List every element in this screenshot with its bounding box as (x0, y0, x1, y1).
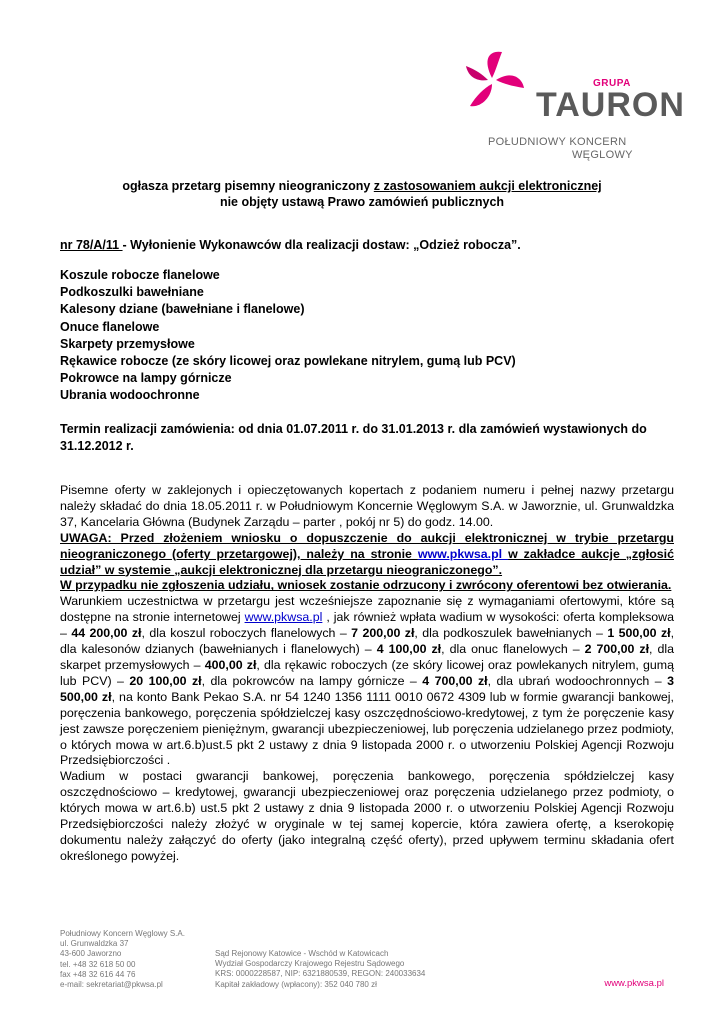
header-line-1: ogłasza przetarg pisemny nieograniczony z zastosowaniem aukcji elektronicznej (122, 179, 602, 193)
header-line-2: nie objęty ustawą Prawo zamówień publicznych (219, 195, 505, 209)
footer-registry: Sąd Rejonowy Katowice - Wschód w Katowicach Wydział Gospodarczy Krajowego Rejestru Sądowego KRS: 0000228587, NIP: 6321880539, REGON: 240033634 Kapitał zakładowy (wpłacony): 352 040 780 zł (215, 949, 426, 989)
list-item: Skarpety przemysłowe (60, 336, 195, 351)
tender-subject: - Wyłonienie Wykonawców dla realizacji dostaw: „Odzież robocza”. (122, 238, 521, 252)
page-footer (60, 929, 664, 999)
tender-number: nr 78/A/11 (60, 238, 123, 252)
logo-subtitle-2: WĘGLOWY (572, 149, 633, 161)
body-text (60, 483, 674, 865)
list-item: Kalesony dziane (bawełniane i flanelowe) (60, 302, 305, 317)
announcement-header (60, 178, 664, 210)
logo-name: TAURON (536, 86, 685, 124)
pkwsa-link[interactable]: www.pkwsa.pl (417, 546, 509, 561)
logo-grupa: GRUPA (593, 78, 631, 89)
footer-address: Południowy Koncern Węglowy S.A. ul. Grunwaldzka 37 43-600 Jaworzno tel. +48 32 618 50 00 fax +48 32 616 44 76 e-mail: sekretariat@pkwsa.pl (60, 929, 185, 990)
tauron-logo (462, 48, 685, 168)
list-item: Koszule robocze flanelowe (60, 268, 220, 282)
list-item: Onuce flanelowe (60, 319, 160, 334)
tender-title (60, 238, 521, 252)
wadium-form-paragraph: Wadium w postaci gwarancji bankowej, poręczenia bankowego, poręczenia spółdzielczej kasy oszczędnościowo – kredytowej, gwarancji ubezpieczeniowej oraz poręczenia udzielanego przez podmioty, o których mowa w art.6.b) ust.5 pkt 2 ustawy z dnia 9 listopada 2000 r. o utworzeniu Polskiej Agencji Rozwoju Przedsiębiorczości należy złożyć w oryginale w tej samej kopercie, która zawiera ofertę, a kserokopię dokumentu należy załączyć do oferty (jako integralną część oferty), przed upływem terminu składania ofert określonego powyżej. (60, 769, 674, 863)
wadium-paragraph: Warunkiem uczestnictwa w przetargu jest wcześniejsze zapoznanie się z wymaganiami ofertowymi, które są dostępne na stronie internetowej www.pkwsa.pl , jak również wpłata wadium w wysokości: oferta kompleksowa – 44 200,00 zł, dla koszul roboczych flanelowych – 7 200,00 zł, dla podkoszulek bawełnianych – 1 500,00 zł, dla kalesonów dzianych (bawełnianych i flanelowych) – 4 100,00 zł, dla onuc flanelowych – 2 700,00 zł, dla skarpet przemysłowych – 400,00 zł, dla rękawic roboczych (ze skóry licowej oraz powlekanych nitrylem, gumą lub PCV) – 20 100,00 zł, dla pokrowców na lampy górnicze – 4 700,00 zł, dla ubrań wodoochronnych – 3 500,00 zł, na konto Bank Pekao S.A. nr 54 1240 1356 1111 0010 0672 4309 lub w formie gwarancji bankowej, poręczenia bankowego, poręczenia spółdzielczej kasy oszczędnościowo-kredytowej, z tym że poręczenie kasy jest zawsze poręczeniem pieniężnym, gwarancji ubezpieczeniowej, lub poręczenia udzielanego przez podmioty, o których mowa w art.6.b)ust.5 pkt 2 ustawy z dnia 9 listopada 2000 r. o utworzeniu Polskiej Agencji Rozwoju Przedsiębiorczości . (60, 594, 675, 768)
list-item: Rękawice robocze (ze skóry licowej oraz powlekane nitrylem, gumą lub PCV) (60, 354, 516, 369)
list-item: Podkoszulki bawełniane (60, 285, 204, 300)
offer-submission-paragraph: Pisemne oferty w zaklejonych i opieczętowanych kopertach z podaniem numeru i pełnej nazwy przetargu należy składać do dnia 18.05.2011 r. w Południowym Koncernie Węglowym S.A. w Jaworznie, ul. Grunwaldzka 37, Kancelaria Główna (Budynek Zarządu – parter , pokój nr 5) do godz. 14.00. (60, 483, 674, 529)
list-item: Pokrowce na lampy górnicze (60, 371, 232, 386)
uwaga-paragraph: UWAGA: Przed złożeniem wniosku o dopuszczenie do aukcji elektronicznej w trybie przetargu nieograniczonego (oferty przetargowej), należy na stronie www.pkwsa.pl w zakładce aukcje „zgłosić udział” w systemie „aukcji elektronicznej dla przetargu nieograniczonego”. (60, 530, 674, 577)
tauron-flower-icon (462, 48, 528, 114)
pkwsa-link[interactable]: www.pkwsa.pl (244, 610, 323, 625)
footer-website-link[interactable]: www.pkwsa.pl (604, 978, 664, 989)
logo-subtitle-1: POŁUDNIOWY KONCERN (488, 136, 627, 148)
items-list (60, 267, 516, 405)
delivery-term: Termin realizacji zamówienia: od dnia 01.07.2011 r. do 31.01.2013 r. dla zamówień wystawionych do 31.12.2012 r. (60, 422, 647, 453)
list-item: Ubrania wodoochronne (60, 388, 200, 403)
warning-paragraph: W przypadku nie zgłoszenia udziału, wniosek zostanie odrzucony i zwrócony oferentowi bez otwierania. (60, 578, 672, 593)
